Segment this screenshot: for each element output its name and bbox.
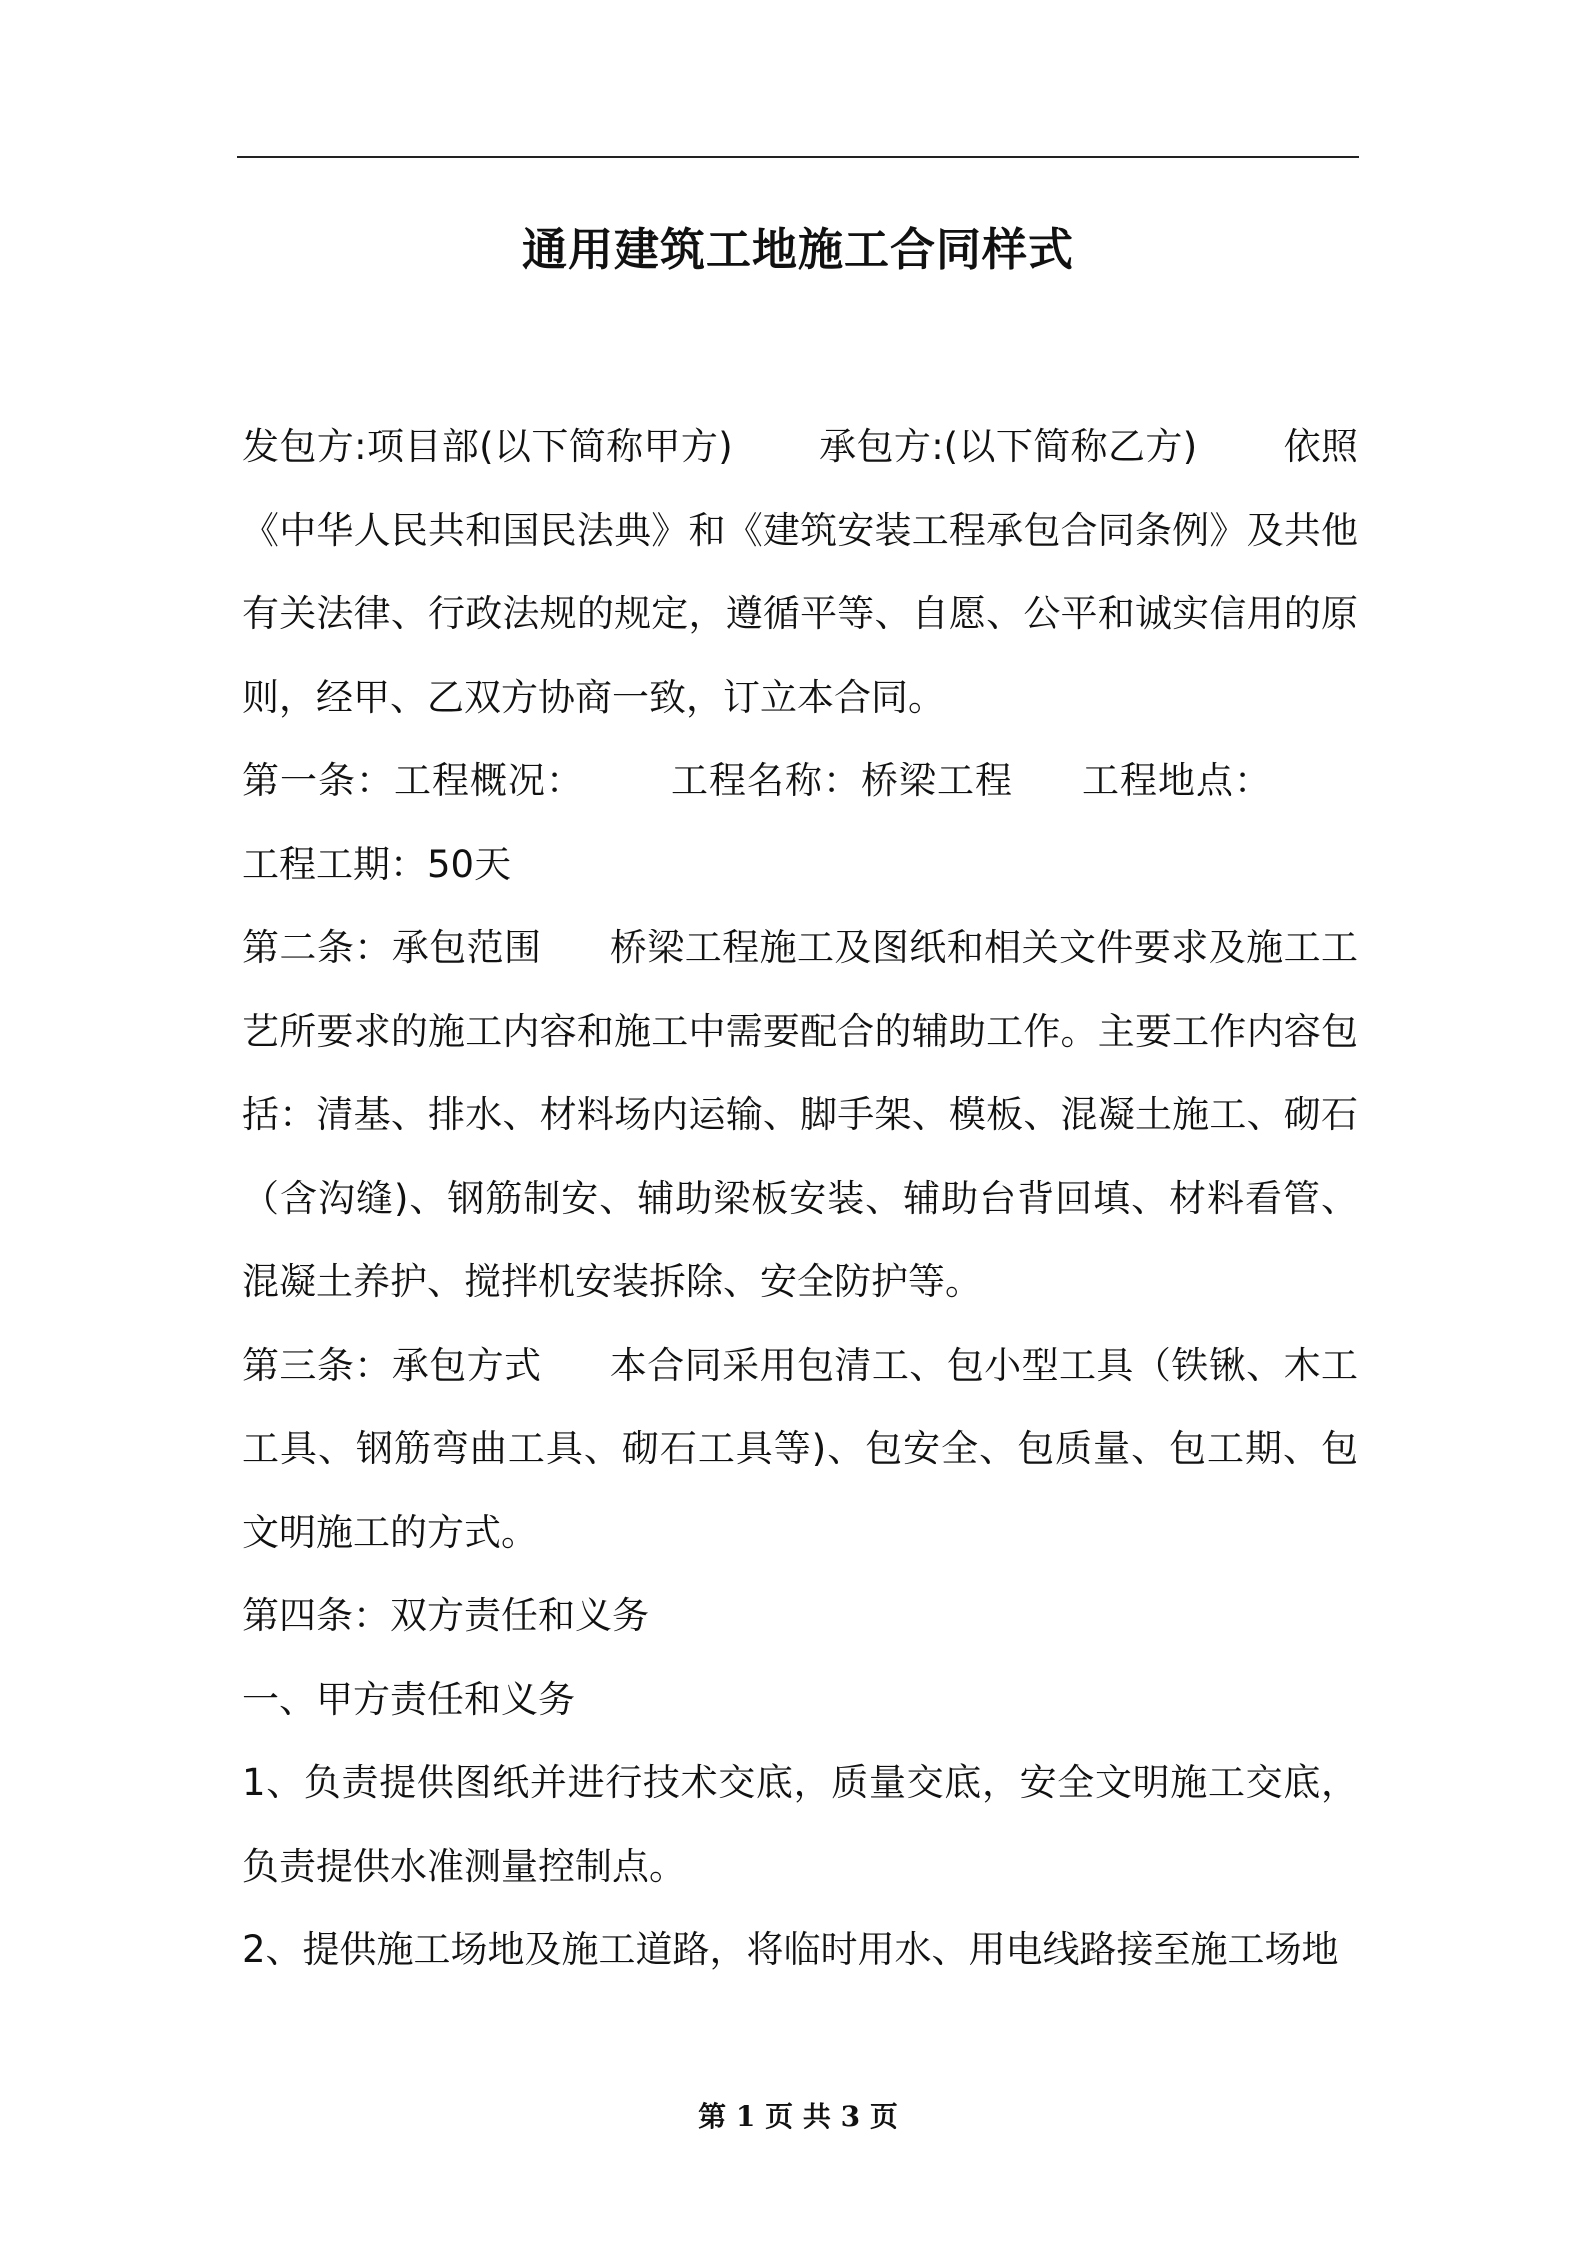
article3-paragraph [242, 1324, 1358, 1575]
page-footer: 第 1 页 共 3 页 [698, 2100, 898, 2133]
document-body [242, 405, 1358, 1992]
header-rule [237, 156, 1359, 158]
article1-paragraph [242, 739, 1358, 906]
project-duration: 工程工期：50天 [242, 842, 512, 886]
project-name: 工程名称：桥梁工程 [670, 759, 1013, 802]
article4-heading: 第四条：双方责任和义务 [242, 1594, 649, 1637]
document-title: 通用建筑工地施工合同样式 [521, 223, 1074, 276]
contractor-text: 承包方:(以下简称乙方) [818, 425, 1198, 468]
parties-paragraph [242, 405, 1358, 739]
article2-heading: 第二条：承包范围 [242, 926, 542, 969]
article2-text: 桥梁工程施工及图纸和相关文件要求及施工工艺所要求的施工内容和施工中需要配合的辅助工作。主要工作内容包括：清基、排水、材料场内运输、脚手架、模板、混凝土施工、砌石（含沟缝)、钢筋制安、辅助梁板安装、辅助台背回填、材料看管、混凝土养护、搅拌机安装拆除、安全防护等。 [242, 926, 1359, 1303]
obligation-item-2: 2、提供施工场地及施工道路，将临时用水、用电线路接至施工场地 [242, 1928, 1339, 1971]
article3-text: 本合同采用包清工、包小型工具（铁锹、木工工具、钢筋弯曲工具、砌石工具等)、包安全、包质量、包工期、包文明施工的方式。 [242, 1343, 1359, 1554]
project-location: 工程地点： [1081, 759, 1272, 802]
article2-paragraph [242, 906, 1358, 1324]
article3-heading: 第三条：承包方式 [242, 1343, 542, 1387]
preamble-text: 依照《中华人民共和国民法典》和《建筑安装工程承包合同条例》及共他有关法律、行政法规的规定，遵循平等、自愿、公平和诚实信用的原则，经甲、乙双方协商一致，订立本合同。 [242, 425, 1358, 719]
employer-text: 发包方:项目部(以下简称甲方) [242, 425, 733, 468]
obligation-item-1: 1、负责提供图纸并进行技术交底，质量交底，安全文明施工交底，负责提供水准测量控制点。 [242, 1761, 1358, 1888]
section1-heading: 一、甲方责任和义务 [242, 1677, 575, 1721]
article1-heading: 第一条：工程概况： [242, 759, 584, 802]
